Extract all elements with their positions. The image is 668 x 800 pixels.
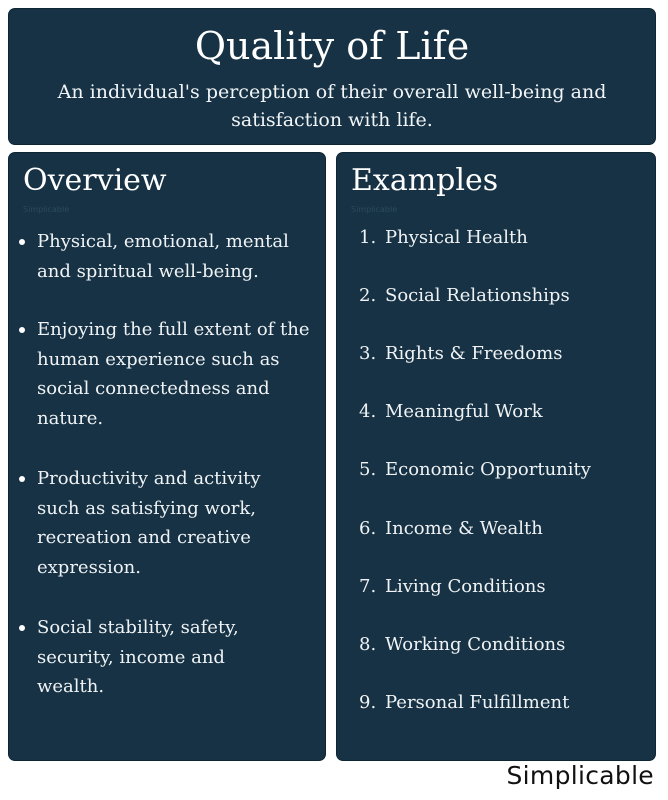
example-label: Economic Opportunity (385, 459, 591, 480)
example-item (359, 339, 649, 369)
overview-item-text: Physical, emotional, mental and spiritual well-being. (37, 231, 289, 282)
example-item (359, 397, 649, 427)
overview-panel (9, 153, 325, 760)
overview-item-text: Social stability, safety, security, income and wealth. (37, 617, 239, 697)
bullet-icon (19, 625, 25, 631)
overview-item-text: Enjoying the full extent of the human experience such as social connectedness and nature. (37, 319, 310, 429)
example-number: 6. (359, 518, 377, 539)
example-item (359, 455, 649, 485)
bullet-icon (19, 239, 25, 245)
example-number: 3. (359, 343, 377, 364)
example-label: Social Relationships (385, 285, 570, 306)
examples-title: Examples (351, 163, 499, 198)
bullet-icon (19, 327, 25, 333)
example-number: 5. (359, 459, 377, 480)
example-item (359, 514, 649, 544)
overview-item (37, 464, 292, 582)
overview-item-text: Productivity and activity such as satisfying work, recreation and creative expression. (37, 468, 261, 578)
example-item (359, 223, 649, 253)
example-label: Income & Wealth (385, 518, 543, 539)
example-number: 8. (359, 634, 377, 655)
brand-logo: Simplicable (506, 761, 654, 790)
example-number: 4. (359, 401, 377, 422)
example-number: 1. (359, 227, 377, 248)
example-label: Personal Fulfillment (385, 692, 570, 713)
bullet-icon (19, 476, 25, 482)
page-subtitle: An individual's perception of their overall well-being and satisfaction with life. (57, 81, 607, 131)
page-title: Quality of Life (194, 24, 470, 68)
example-label: Rights & Freedoms (385, 343, 563, 364)
example-number: 2. (359, 285, 377, 306)
example-item (359, 630, 649, 660)
example-item (359, 281, 649, 311)
overview-item (37, 315, 317, 433)
overview-item (37, 227, 312, 286)
examples-watermark: Simplicable (351, 205, 398, 214)
example-item (359, 572, 649, 602)
example-number: 7. (359, 576, 377, 597)
overview-watermark: Simplicable (23, 205, 70, 214)
overview-title: Overview (23, 163, 167, 198)
example-label: Meaningful Work (385, 401, 543, 422)
example-number: 9. (359, 692, 377, 713)
example-item (359, 688, 649, 718)
header-panel (9, 9, 655, 144)
overview-item (37, 613, 272, 702)
examples-panel (337, 153, 655, 760)
example-label: Physical Health (385, 227, 528, 248)
example-label: Working Conditions (385, 634, 566, 655)
example-label: Living Conditions (385, 576, 546, 597)
